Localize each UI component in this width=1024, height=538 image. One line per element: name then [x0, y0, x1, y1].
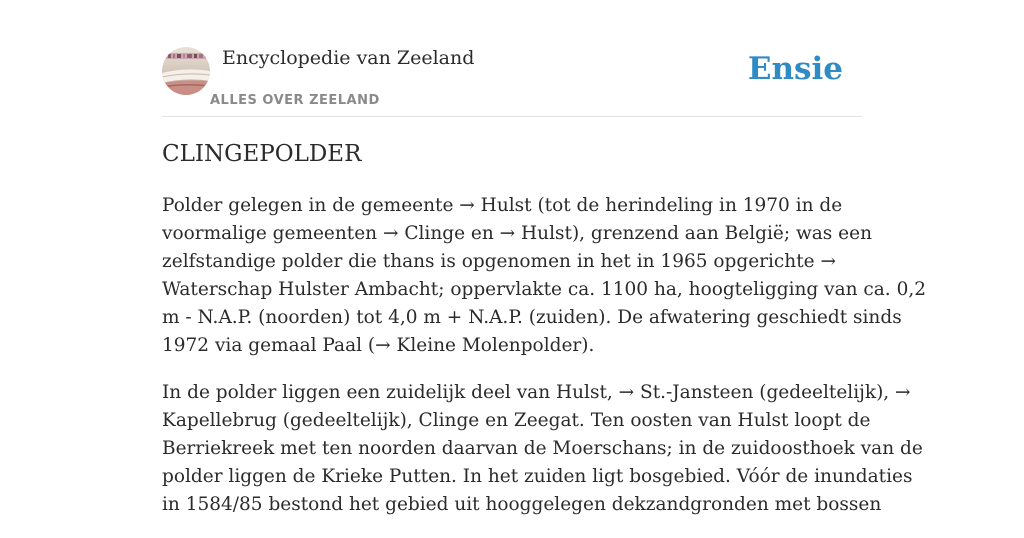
site-title[interactable]: Encyclopedie van Zeeland — [222, 47, 475, 69]
text-line: Waterschap Hulster Ambacht; oppervlakte ca. 1100 ha, hoogteligging van ca. 0,2 — [162, 279, 926, 300]
text-line: In de polder liggen een zuidelijk deel van Hulst, → St.-Jansteen (gedeeltelijk), → — [162, 382, 911, 403]
text-line: polder liggen de Krieke Putten. In het zuiden ligt bosgebied. Vóór de inundaties — [162, 466, 913, 487]
text-line: zelfstandige polder die thans is opgenomen in het in 1965 opgerichte → — [162, 251, 836, 272]
ensie-brand-link[interactable]: Ensie — [747, 51, 843, 87]
text-line: m - N.A.P. (noorden) tot 4,0 m + N.A.P. (zuiden). De afwatering geschiedt sinds — [162, 307, 902, 328]
text-line: Kapellebrug (gedeeltelijk), Clinge en Zeegat. Ten oosten van Hulst loopt de — [162, 410, 871, 431]
page-title: CLINGEPOLDER — [162, 141, 362, 167]
book-image-icon — [162, 47, 210, 95]
site-header — [162, 44, 862, 117]
text-line: Berriekreek met ten noorden daarvan de Moerschans; in de zuidoosthoek van de — [162, 438, 923, 459]
site-logo-avatar[interactable] — [162, 47, 210, 95]
site-tagline: ALLES OVER ZEELAND — [210, 93, 380, 108]
article-paragraph-1 — [162, 192, 926, 360]
text-line: in 1584/85 bestond het gebied uit hooggelegen dekzandgronden met bossen — [162, 494, 882, 515]
text-line: 1972 via gemaal Paal (→ Kleine Molenpolder). — [162, 335, 595, 356]
text-line: Polder gelegen in de gemeente → Hulst (tot de herindeling in 1970 in de — [162, 195, 843, 216]
article-paragraph-2 — [162, 379, 923, 519]
text-line: voormalige gemeenten → Clinge en → Hulst), grenzend aan België; was een — [162, 223, 872, 244]
article-body — [162, 192, 926, 538]
